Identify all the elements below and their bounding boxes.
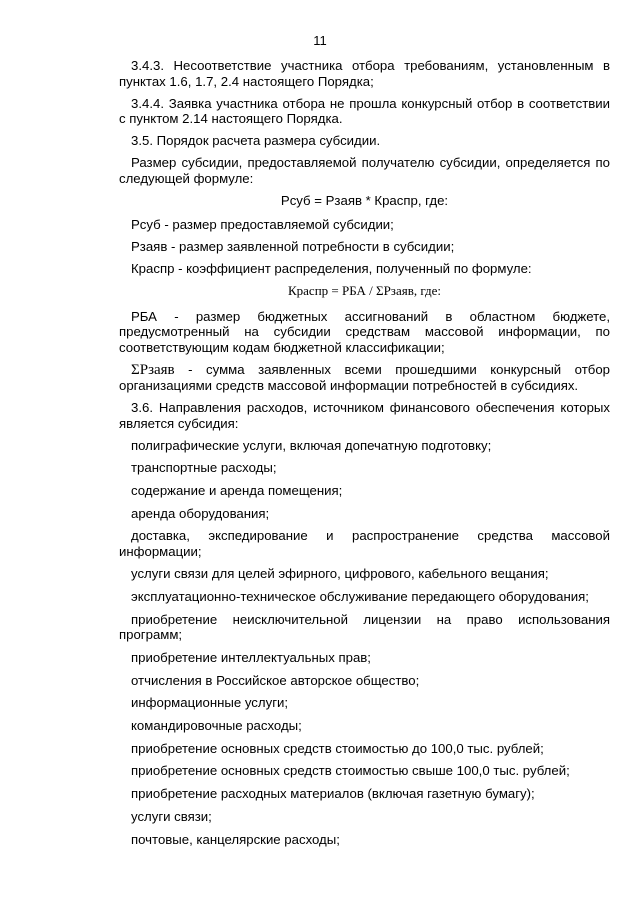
definition-rba: РБА - размер бюджетных ассигнований в областном бюджете, предусмотренный на субсидии средствам массовой информации, по соответствующим кодам бюджетной классификации;	[119, 308, 610, 355]
formula-krasp: Краспр = РБА / ΣРзаяв, где:	[287, 283, 442, 298]
list-item: аренда оборудования;	[131, 505, 270, 521]
definition-krasp: Краспр - коэффициент распределения, полученный по формуле:	[131, 261, 532, 276]
sum-symbol: ΣРзаяв	[131, 361, 175, 378]
list-item: командировочные расходы;	[131, 718, 302, 734]
paragraph-3-4-3: 3.4.3. Несоответствие участника отбора требованиям, установленным в пунктах 1.6, 1.7, 2.4 настоящего Порядка;	[119, 58, 610, 89]
list-item: приобретение интеллектуальных прав;	[131, 650, 371, 665]
paragraph-3-6: 3.6. Направления расходов, источником финансового обеспечения которых является субсидия:	[119, 400, 610, 431]
page-number: 11	[313, 33, 327, 48]
list-item: информационные услуги;	[131, 695, 289, 711]
definition-rsub: Рсуб - размер предоставляемой субсидии;	[131, 217, 394, 232]
formula-main: Рсуб = Рзаяв * Краспр, где:	[280, 192, 449, 208]
list-item: почтовые, канцелярские расходы;	[131, 831, 340, 847]
definition-rzayav: Рзаяв - размер заявленной потребности в субсидии;	[131, 239, 455, 254]
list-item: услуги связи;	[131, 808, 212, 824]
list-item: доставка, экспедирование и распространение средства массовой информации;	[119, 528, 610, 559]
list-item: приобретение расходных материалов (включая газетную бумагу);	[131, 786, 535, 802]
paragraph-size-intro: Размер субсидии, предоставляемой получателю субсидии, определяется по следующей формуле:	[119, 155, 610, 186]
expense-list	[119, 438, 610, 848]
list-item: эксплуатационно-техническое обслуживание передающего оборудования;	[131, 589, 589, 605]
paragraph-3-5: 3.5. Порядок расчета размера субсидии.	[131, 133, 381, 148]
paragraph-3-4-4: 3.4.4. Заявка участника отбора не прошла конкурсный отбор в соответствии с пунктом 2.14 настоящего Порядка.	[119, 95, 610, 126]
list-item: приобретение основных средств стоимостью до 100,0 тыс. рублей;	[131, 740, 544, 756]
list-item: отчисления в Российское авторское общество;	[131, 672, 420, 688]
list-item: содержание и аренда помещения;	[131, 482, 343, 498]
document-body	[119, 58, 610, 854]
list-item: транспортные расходы;	[131, 460, 277, 476]
definition-sum-text: - сумма заявленных всеми прошедшими конкурсный отбор организациями средств массовой информации потребностей в субсидиях.	[119, 361, 610, 393]
list-item: приобретение неисключительной лицензии на право использования программ;	[119, 611, 610, 643]
list-item: услуги связи для целей эфирного, цифрового, кабельного вещания;	[131, 566, 549, 582]
list-item: приобретение основных средств стоимостью свыше 100,0 тыс. рублей;	[131, 763, 570, 779]
list-item: полиграфические услуги, включая допечатную подготовку;	[131, 437, 492, 453]
definition-sum	[119, 362, 610, 394]
